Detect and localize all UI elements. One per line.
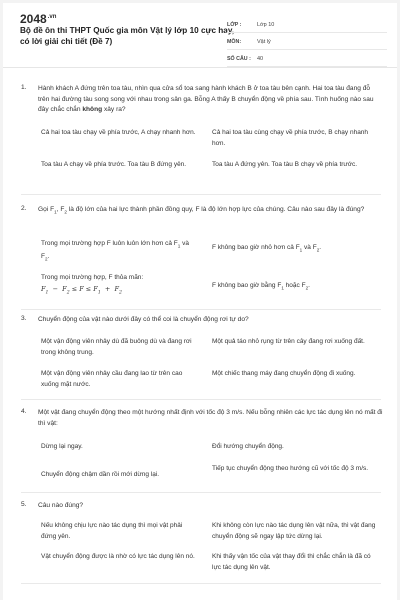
document-header — [3, 3, 397, 68]
question-4-text: Một vật đang chuyển động theo một hướng nhất định với tốc độ 3 m/s. Nếu bỗng nhiên các lực tác dụng lên nó mất đi thì vật: — [38, 409, 383, 427]
divider — [21, 399, 381, 400]
question-2-option-d[interactable]: F không bao giờ bằng $F_1$ hoặc $F_2$. — [212, 282, 310, 291]
question-4-option-a[interactable]: Dừng lại ngay. — [41, 443, 83, 450]
question-3-option-b[interactable]: Một quả táo nhỏ rụng từ trên cây đang rơi xuống đất. — [212, 338, 365, 345]
question-1-option-a[interactable]: Cả hai toa tàu chạy về phía trước, A chạy nhanh hơn. — [41, 129, 196, 136]
meta-row-subject: MÔN: Vật lý — [227, 35, 387, 50]
question-1-option-c[interactable]: Toa tàu A chạy về phía trước. Toa tàu B đứng yên. — [41, 161, 187, 168]
question-2-option-c[interactable]: Trong mọi trường hợp, F thỏa mãn: $F_1 - F_2 \le F \le F_1 + F_2$ — [41, 274, 144, 295]
question-3-option-d[interactable]: Một chiếc thang máy đang chuyển động đi xuống. — [212, 370, 356, 377]
document-meta — [227, 18, 387, 69]
question-5-option-d[interactable]: Khi thấy vận tốc của vật thay đổi thì chắc chắn là đã có lực tác dụng lên vật. — [212, 553, 371, 571]
question-3-option-c[interactable]: Một vận động viên nhảy cầu đang lao từ trên cao xuống mặt nước. — [41, 370, 183, 388]
question-1-option-d[interactable]: Toa tàu A đứng yên. Toa tàu B chạy về phía trước. — [212, 161, 358, 168]
question-4-option-c[interactable]: Chuyển động chậm dần rồi mới dừng lại. — [41, 471, 160, 478]
site-logo[interactable]: $2048^{.vn}$ — [20, 12, 57, 26]
question-1-option-b[interactable]: Cả hai toa tàu cùng chạy về phía trước, B chạy nhanh hơn. — [212, 129, 369, 147]
question-5-option-b[interactable]: Khi không còn lực nào tác dụng lên vật nữa, thì vật đang chuyển động sẽ ngay lập tức dừng lại. — [212, 522, 376, 540]
divider — [21, 492, 381, 493]
question-2-text: Gọi $F_1$, $F_2$ là độ lớn của hai lực thành phần đồng quy, F là độ lớn hợp lực của chúng. Câu nào sau đây là đúng? — [38, 206, 365, 215]
question-1-text: Hành khách A đứng trên toa tàu, nhìn qua cửa sổ toa sang hành khách B ở toa tàu bên cạnh. Hai toa tàu đang đỗ trên hai đường tàu song song với nhau trong sân ga. Bỗng A thấy B chuyển động về phía sau. Tình huống nào sau đây chắc chắn không xảy ra? — [38, 85, 374, 113]
question-2-formula: $F_1 - F_2 \le F \le F_1 + F_2$ — [41, 284, 122, 295]
meta-row-class: LỚP : Lớp 10 — [227, 18, 387, 33]
question-2-option-a[interactable]: Trong mọi trường hợp F luôn luôn lớn hơn cả $F_1$ và $F_2$. — [41, 240, 190, 262]
question-5-option-c[interactable]: Vật chuyển động được là nhờ có lực tác dụng lên nó. — [41, 553, 195, 560]
question-2-option-b[interactable]: F không bao giờ nhỏ hơn cả $F_1$ và $F_2$. — [212, 244, 322, 253]
document-page: $2048^{.vn}$ Bộ đề ôn thi THPT Quốc gia môn Vật lý lớp 10 cực hay, có lời giải chi tiết (Đề 7) LỚP : Lớp 10 MÔN: Vật lý SỐ CÂU : 40 1. Hành khách A đứng trên toa tàu, nhìn qua cửa sổ toa sang hành khách B ở toa tàu bên cạnh. Hai toa tàu đang đỗ trên hai đường tàu song song với nhau trong sân ga. Bỗng A thấy B chuyển động về phía sau. Tình huống nào sau đây chắc chắn không xảy ra? Cả hai toa tàu chạy về phía trước, A chạy nhanh hơn. Cả hai toa tàu cùng chạy về phía trước, B chạy nhanh hơn. Toa tàu A chạy về phía trước. Toa tàu B đứng yên. Toa tàu A đứng yên. Toa tàu B chạy về phía trước. 2. Gọi $F_1$, $F_2$ là độ lớn của hai lực thành phần đồng quy, F là độ lớn hợp lực của chúng. Câu nào sau đây là đúng? Trong mọi trường hợp F luôn luôn lớn hơn cả $F_1$ và $F_2$. F không bao giờ nhỏ hơn cả $F_1$ và $F_2$. Trong mọi trường hợp, F thỏa mãn: $F_1 - F_2 \le F \le F_1 + F_2$ F không bao giờ bằng $F_1$ hoặc $F_2$. 3. Chuyển động của vật nào dưới đây có thể coi là chuyển động rơi tự do? Một vận động viên nhảy dù đã buông dù và đang rơi trong không trung. Một quả táo nhỏ rụng từ trên cây đang rơi xuống đất. Một vận động viên nhảy cầu đang lao từ trên cao xuống mặt nước. Một chiếc thang máy đang chuyển động đi xuống. 4. Một vật đang chuyển động theo một hướng nhất định với tốc độ 3 m/s. Nếu bỗng nhiên các lực tác dụng lên nó mất đi thì vật: Dừng lại ngay. Đổi hướng chuyển động. Chuyển động chậm dần rồi mới dừng lại. Tiếp tục chuyển động theo hướng cũ với tốc độ 3 m/s. 5. Câu nào đúng? Nếu không chịu lực nào tác dụng thì mọi vật phải đứng yên. Khi không còn lực nào tác dụng lên vật nữa, thì vật đang chuyển động sẽ ngay lập tức dừng lại. Vật chuyển động được là nhờ có lực tác dụng lên nó. Khi thấy vận tốc của vật thay đổi thì chắc chắn là đã có lực tác dụng lên vật. — [3, 3, 397, 600]
question-5-text: Câu nào đúng? — [38, 502, 84, 509]
meta-row-count: SỐ CÂU : 40 — [227, 52, 387, 67]
question-4-option-b[interactable]: Đổi hướng chuyển động. — [212, 443, 284, 450]
question-3-option-a[interactable]: Một vận động viên nhảy dù đã buông dù và đang rơi trong không trung. — [41, 338, 192, 356]
question-5-option-a[interactable]: Nếu không chịu lực nào tác dụng thì mọi vật phải đứng yên. — [41, 522, 183, 540]
divider — [21, 309, 381, 310]
divider — [21, 583, 381, 584]
question-3-text: Chuyển động của vật nào dưới đây có thể coi là chuyển động rơi tự do? — [38, 316, 249, 323]
divider — [21, 194, 381, 195]
question-4-option-d[interactable]: Tiếp tục chuyển động theo hướng cũ với tốc độ 3 m/s. — [212, 465, 369, 472]
document-title: Bộ đề ôn thi THPT Quốc gia môn Vật lý lớp 10 cực hay, có lời giải chi tiết (Đề 7) — [20, 26, 235, 46]
